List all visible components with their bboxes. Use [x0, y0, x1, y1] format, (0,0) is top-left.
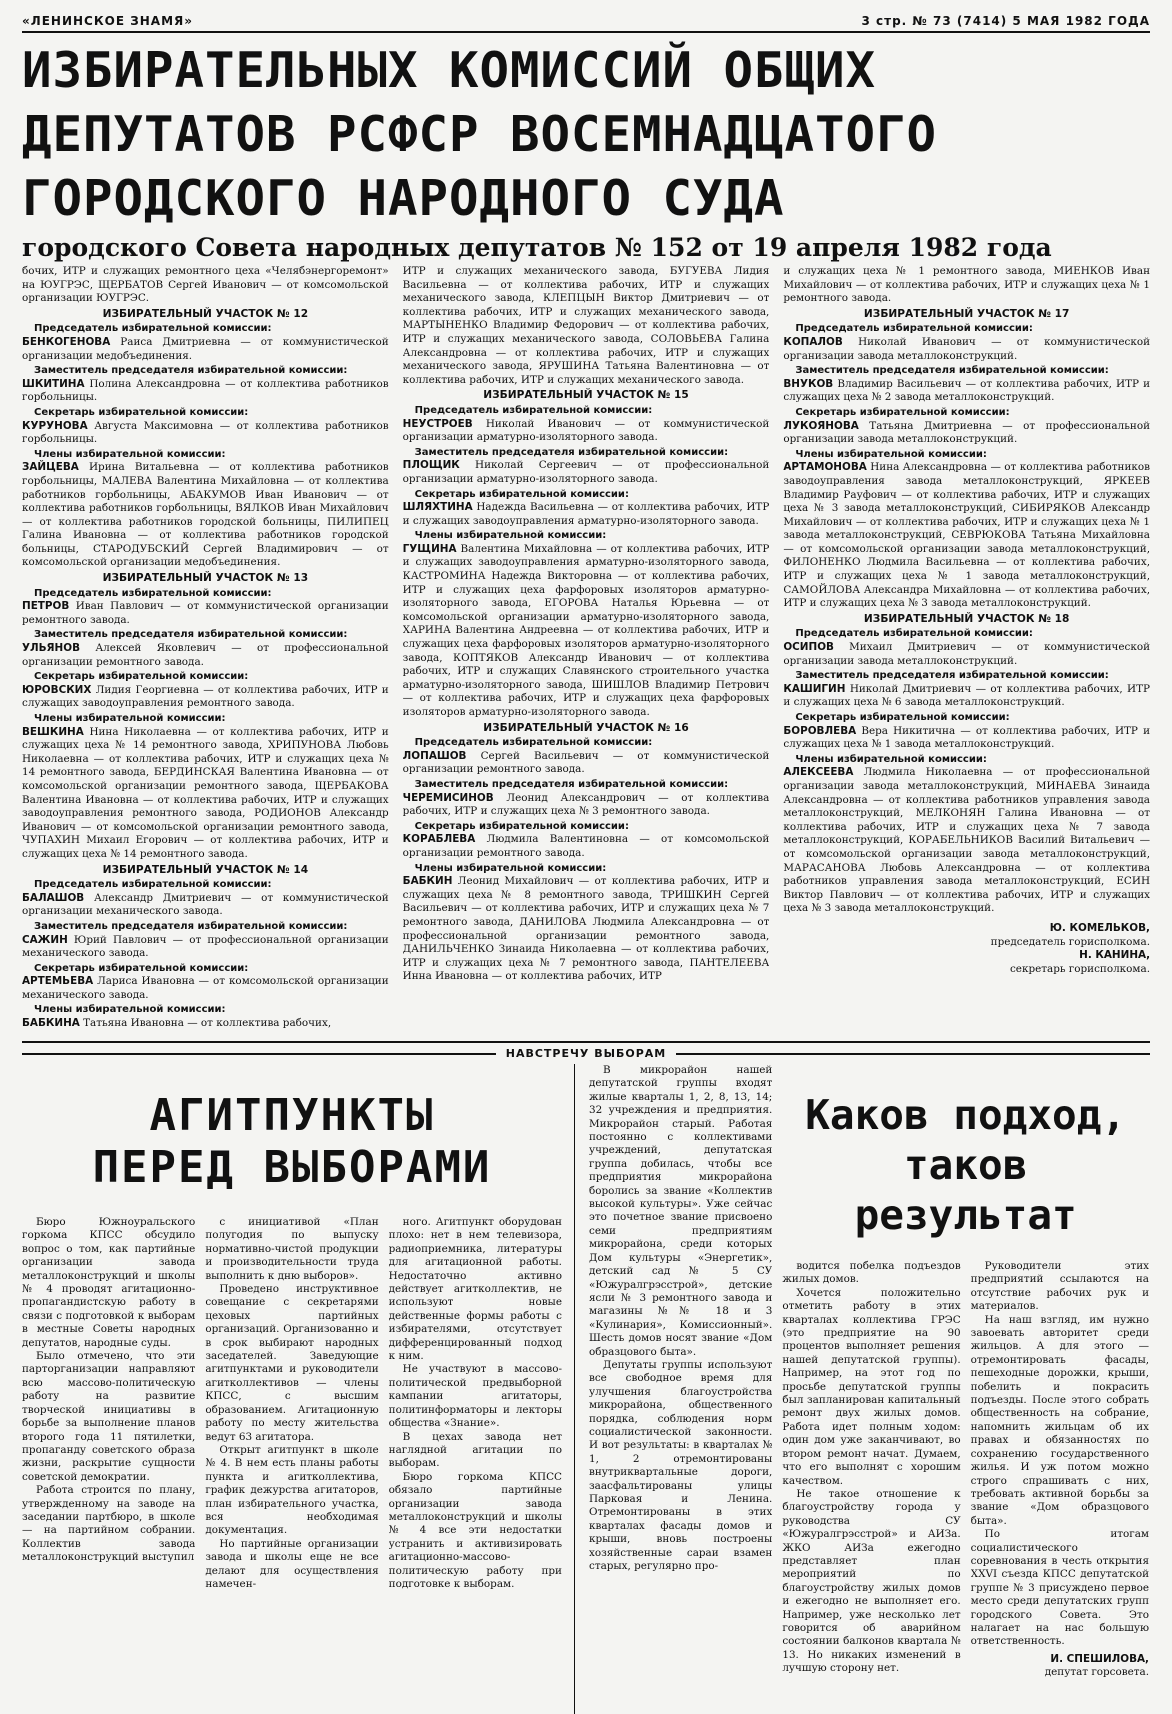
- member-entry: [403, 501, 770, 528]
- member-entry: [22, 892, 389, 919]
- member-entry: [22, 1017, 389, 1031]
- role-label: Заместитель председателя избирательной комиссии:: [34, 920, 348, 932]
- member-entry: [783, 766, 1150, 916]
- role-label: Секретарь избирательной комиссии:: [34, 406, 249, 418]
- role-label: Секретарь избирательной комиссии:: [414, 820, 629, 832]
- member-surname: ВЕШКИНА: [22, 725, 84, 738]
- paragraph: Хочется положительно отметить работу в этих кварталах коллектива ГРЭС (это предприятие на 90 процентов выполняет решения нашей депутатской группы). Например, на этот год по просьбе депутатской группы был запланирован капитальный ремонт двух жилых домов. Работа идет полным ходом: один дом уже заканчивают, во втором ремонт начат. Думаем, что его выполнят с хорошим качеством.: [782, 1286, 961, 1487]
- role-label: Председатель избирательной комиссии:: [414, 737, 653, 749]
- signer-name: Ю. КОМЕЛЬКОВ,: [1049, 921, 1150, 934]
- member-entry: [783, 641, 1150, 668]
- title-line: Каков подход,: [805, 1091, 1127, 1139]
- member-entry: [22, 684, 389, 711]
- member-details: Леонид Михайлович — от коллектива рабочих, ИТР и служащих цеха № 8 ремонтного завода, ТРИШКИН Сергей Васильевич — от коллектива рабочих, ИТР и служащих цеха № 7 ремонтного завода, ДАНИЛОВА Людмила Александровна — от профессиональной организации ремонтного завода, ДАНИЛЬЧЕНКО Зинаида Николаевна — от коллектива рабочих, ИТР и служащих цеха № 7 ремонтного завода, ПАНТЕЛЕЕВА Инна Ивановна — от коллектива рабочих, ИТР: [402, 875, 770, 983]
- member-entry: [22, 265, 389, 306]
- member-details: Валентина Михайловна — от коллектива рабочих, ИТР и служащих заводоуправления арматурно-изоляторного завода, КАСТРОМИНА Надежда Викторовна — от коллектива рабочих, ИТР и служащих цеха фарфоровых изоляторов арматурно-изоляторного завода, ЕГОРОВА Наталья Юрьевна — от комсомольской организации арматурно-изоляторного завода, ХАРИНА Валентина Андреевна — от коллектива рабочих, ИТР и служащих цеха фарфоровых изоляторов арматурно-изоляторного завода, КОПТЯКОВ Александр Иванович — от коллектива рабочих, ИТР и служащих Славянского строительного участка арматурно-изоляторного завода, ШИШЛОВ Владимир Петрович — от коллектива рабочих, ИТР и служащих цеха фарфоровых изоляторов арматурно-изоляторного завода.: [402, 542, 770, 718]
- role-label: Председатель избирательной комиссии:: [34, 323, 272, 335]
- member-surname: БАБКИНА: [22, 1017, 80, 1030]
- role-label: Секретарь избирательной комиссии:: [414, 488, 629, 500]
- precinct-heading: ИЗБИРАТЕЛЬНЫЙ УЧАСТОК № 13: [102, 572, 309, 585]
- signer-name: Н. КАНИНА,: [1079, 949, 1150, 962]
- member-surname: ЛУКОЯНОВА: [783, 419, 859, 432]
- member-details: Николай Иванович — от коммунистической организации завода металлоконструкций.: [783, 335, 1150, 362]
- masthead: [22, 14, 1150, 33]
- member-entry: [22, 378, 389, 405]
- role-label: Члены избирательной комиссии:: [795, 448, 987, 460]
- bottom-section: [22, 1064, 1150, 1714]
- headline-line: ГОРОДСКОГО НАРОДНОГО СУДА: [22, 170, 785, 227]
- role-label: Председатель избирательной комиссии:: [34, 879, 272, 891]
- member-surname: ШЛЯХТИНА: [402, 501, 473, 514]
- article-column: [205, 1216, 378, 1591]
- member-entry: [22, 934, 389, 961]
- paragraph: В микрорайон нашей депутатской группы входят жилые кварталы 1, 2, 8, 13, 14; 32 учреждения и предприятия. Микрорайон старый. Работая постоянно с коллективами учреждений, депутатская группа добилась, чтобы все предприятия микрорайона боролись за звание «Коллектив высокой культуры». Уже сейчас это почетное звание присвоено семи предприятиям микрорайона, среди которых Дом культуры «Энергетик», детский сад № 5 СУ «Южуралгрэсстрой», детские ясли № 3 ремонтного завода и магазины №№ 18 и 3 «Кулинария», Комиссионный». Шесть домов носят звание «Дом образцового быта».: [589, 1064, 773, 1358]
- role-label: Секретарь избирательной комиссии:: [795, 712, 1010, 723]
- article-signature: [971, 1653, 1149, 1680]
- member-surname: БЕНКОГЕНОВА: [22, 335, 111, 348]
- paragraph: ного. Агитпункт оборудован плохо: нет в нем телевизора, радиоприемника, литературы для агитационной работы. Недостаточно активно действует агитколлектив, не используют новые действенные формы работы с избирателями, отсутствует дифференцированный подход к ним.: [388, 1216, 562, 1363]
- member-details: Татьяна Дмитриевна — от профессиональной организации завода металлоконструкций.: [783, 419, 1150, 446]
- member-entry: [22, 642, 389, 669]
- member-details: Людмила Николаевна — от профессиональной организации завода металлоконструкций, МИНАЕВА Зинаида Александровна — от коллектива работников управления завода металлоконструкций, МЕЛКОНЯН Галина Ивановна — от коллектива рабочих, ИТР и служащих цеха № 7 завода металлоконструкций, КОРАБЕЛЬНИКОВ Василий Витальевич — от комсомольской организации завода металлоконструкций, МАРАСАНОВА Любовь Александровна — от коллектива работников управления завода металлоконструкций, ЕСИН Виктор Павлович — от коллектива рабочих, ИТР и служащих цеха № 3 завода металлоконструкций.: [783, 766, 1150, 915]
- member-surname: БАЛАШОВ: [22, 891, 85, 904]
- member-surname: АЛЕКСЕЕВА: [783, 766, 854, 779]
- member-entry: [403, 833, 770, 860]
- divider: [676, 1053, 1150, 1055]
- role-label: Секретарь избирательной комиссии:: [34, 962, 249, 974]
- role-label: Члены избирательной комиссии:: [34, 1004, 226, 1016]
- role-label: Члены избирательной комиссии:: [414, 530, 607, 542]
- role-label: Секретарь избирательной комиссии:: [34, 671, 249, 683]
- role-label: Заместитель председателя избирательной комиссии:: [34, 629, 348, 641]
- paragraph: Бюро горкома КПСС обязало партийные организации завода металлоконструкций и школы № 4 все эти недостатки устранить и активизировать агитационно-массово-политическую работу при подготовке к выборам.: [388, 1470, 562, 1590]
- role-label: Заместитель председателя избирательной комиссии:: [795, 365, 1109, 377]
- member-details: Августа Максимовна — от коллектива работников горбольницы.: [22, 419, 389, 446]
- paragraph: По итогам социалистического соревнования в честь открытия XXVI съезда КПСС депутатской группе № 3 присуждено первое место среди депутатских групп городского Совета. Это налагает на нас большую ответственность.: [970, 1528, 1149, 1648]
- member-details: Нина Николаевна — от коллектива рабочих, ИТР и служащих цеха № 14 ремонтного завода, ХРИПУНОВА Любовь Николаевна — от коллектива рабочих, ИТР и служащих цеха № 14 ремонтного завода, БЕРДИНСКАЯ Валентина Ивановна — от комсомольской организации ремонтного завода, ЩЕРБАКОВА Валентина Ивановна — от коллектива рабочих, ИТР и служащих заводоуправления ремонтного завода, РОДИОНОВ Александр Иванович — от комсомольской организации ремонтного завода, ЧУПАХИН Михаил Егорович — от коллектива рабочих, ИТР и служащих цеха № 14 ремонтного завода.: [22, 725, 389, 860]
- article-column: [589, 1064, 772, 1680]
- precinct-heading: ИЗБИРАТЕЛЬНЫЙ УЧАСТОК № 18: [863, 612, 1070, 625]
- role-label: Члены избирательной комиссии:: [795, 753, 987, 765]
- member-surname: КУРУНОВА: [22, 419, 88, 432]
- member-surname: ОСИПОВ: [783, 641, 834, 654]
- paragraph: Депутаты группы используют все свободное время для улучшения благоустройства микрорайона, общественного порядка, соблюдения норм социалистической законности. И вот результаты: в кварталах № 1, 2 отремонтированы внутриквартальные дороги, заасфальтированы улицы Парковая и Ленина. Отремонтированы в этих кварталах фасады домов и крыши, вновь построены хозяйственные сараи взамен старых, регулярно про-: [589, 1358, 773, 1573]
- member-surname: КОРАБЛЕВА: [402, 833, 476, 846]
- precinct-heading: ИЗБИРАТЕЛЬНЫЙ УЧАСТОК № 15: [483, 389, 689, 402]
- member-details: Нина Александровна — от коллектива работников заводоуправления завода металлоконструкций, ЯРКЕЕВ Владимир Рауфович — от коллектива рабочих, ИТР и служащих цеха № 3 завода металлоконструкций, СИБИРЯКОВ Александр Михайлович — от коллектива рабочих, ИТР и служащих цеха № 1 завода металлоконструкций, СЕВРЮКОВА Татьяна Михайловна — от комсомольской организации завода металлоконструкций, ФИЛОНЕНКО Людмила Васильевна — от коллектива рабочих, ИТР и служащих цеха № 1 завода металлоконструкций, САМОЙЛОВА Александра Михайловна — от коллектива рабочих, ИТР и служащих цеха № 3 завода металлоконструкций.: [783, 461, 1150, 610]
- member-surname: ЮРОВСКИХ: [22, 683, 92, 696]
- paragraph: Руководители этих предприятий ссылаются на отсутствие рабочих рук и материалов.: [970, 1260, 1149, 1313]
- member-entry: [783, 336, 1150, 363]
- precinct-heading: ИЗБИРАТЕЛЬНЫЙ УЧАСТОК № 17: [863, 307, 1070, 320]
- role-label: Председатель избирательной комиссии:: [414, 404, 653, 416]
- paragraph: Но партийные организации завода и школы еще не все делают для осуществления намечен-: [205, 1537, 379, 1590]
- member-details: Татьяна Ивановна — от коллектива рабочих,: [83, 1017, 332, 1030]
- member-entry: [22, 726, 389, 862]
- article-title: [782, 1090, 1149, 1240]
- role-label: Члены избирательной комиссии:: [34, 713, 226, 724]
- member-surname: АРТАМОНОВА: [783, 461, 867, 474]
- decree-column-3: [783, 265, 1150, 1041]
- decree-column-1: [22, 265, 389, 1041]
- paragraph: Было отмечено, что эти парторганизации направляют всю массово-политическую работу на развитие творческой инициативы в борьбе за выполнение планов второго года 11 пятилетки, пропаганду советского образа жизни, раскрытие сущности советской демократии.: [22, 1350, 196, 1483]
- rubric-label: НАВСТРЕЧУ ВЫБОРАМ: [505, 1047, 667, 1060]
- member-surname: ЛОПАШОВ: [402, 749, 467, 762]
- issue-info: 3 стр. № 73 (7414) 5 МАЯ 1982 ГОДА: [861, 14, 1150, 28]
- member-surname: АРТЕМЬЕВА: [22, 975, 94, 988]
- article-column: [782, 1260, 960, 1680]
- member-details: Николай Дмитриевич — от коллектива рабочих, ИТР и служащих цеха № 6 завода металлоконструкций.: [783, 682, 1150, 709]
- role-label: Председатель избирательной комиссии:: [795, 323, 1033, 335]
- member-entry: [22, 975, 389, 1002]
- member-details: Николай Иванович — от коммунистической организации арматурно-изоляторного завода.: [402, 417, 770, 444]
- member-details: Надежда Васильевна — от коллектива рабочих, ИТР и служащих заводоуправления арматурно-изоляторного завода.: [402, 501, 770, 527]
- decree-column-2: [403, 265, 770, 1041]
- rubric-bar: [22, 1047, 1150, 1060]
- member-entry: [22, 420, 389, 447]
- precinct-heading: ИЗБИРАТЕЛЬНЫЙ УЧАСТОК № 16: [483, 721, 689, 734]
- member-details: Ирина Витальевна — от коллектива работников горбольницы, МАЛЕВА Валентина Михайловна — от коллектива работников горбольницы, АБАКУМОВ Иван Иванович — от коллектива работников горбольницы, ВЯЛКОВ Иван Михайлович — от коллектива работников городской больницы, ПИЛИПЕЦ Галина Ивановна — от коллектива работников городской больницы, СТАРОДУБСКИЙ Сергей Владимирович — от комсомольской организации медобъединения.: [22, 461, 389, 569]
- member-surname: УЛЬЯНОВ: [22, 642, 81, 655]
- role-label: Секретарь избирательной комиссии:: [795, 406, 1010, 418]
- member-surname: БОРОВЛЕВА: [783, 724, 857, 737]
- role-label: Председатель избирательной комиссии:: [795, 628, 1033, 640]
- paragraph: Работа строится по плану, утвержденному на заводе на заседании партбюро, в школе — на партийном собрании. Коллектив завода металлоконструкций выступил: [22, 1484, 196, 1564]
- member-details: и служащих цеха № 1 ремонтного завода, МИЕНКОВ Иван Михайлович — от коллектива рабочих, ИТР и служащих цеха № 1 ремонтного завода.: [783, 265, 1150, 305]
- role-label: Члены избирательной комиссии:: [34, 448, 226, 460]
- member-entry: [783, 461, 1150, 611]
- member-details: Алексей Яковлевич — от профессиональной организации ремонтного завода.: [22, 642, 389, 668]
- decree-body: [22, 265, 1150, 1043]
- member-entry: [403, 875, 770, 984]
- title-line: АГИТПУНКТЫ: [149, 1090, 435, 1141]
- article-column: [389, 1216, 562, 1591]
- member-surname: ЧЕРЕМИСИНОВ: [402, 791, 494, 804]
- member-entry: [22, 336, 389, 363]
- member-details: ИТР и служащих механического завода, БУГУЕВА Лидия Васильевна — от коллектива рабочих, ИТР и служащих механического завода, КЛЕПЦЫН Виктор Дмитриевич — от коллектива рабочих, ИТР и служащих механического завода, МАРТЫНЕНКО Владимир Федорович — от коллектива рабочих, ИТР и служащих механического завода, СОЛОВЬЕВА Галина Александровна — от коллектива рабочих, ИТР и служащих механического завода, ЯРУШИНА Татьяна Валентиновна — от коллектива рабочих, ИТР и служащих механического завода.: [402, 265, 770, 386]
- member-entry: [403, 265, 770, 387]
- member-entry: [783, 725, 1150, 752]
- member-details: Владимир Васильевич — от коллектива рабочих, ИТР и служащих цеха № 2 завода металлоконструкций.: [783, 377, 1150, 404]
- member-surname: ПЛОЩИК: [402, 459, 460, 472]
- precinct-heading: ИЗБИРАТЕЛЬНЫЙ УЧАСТОК № 12: [102, 307, 309, 320]
- paragraph: Открыт агитпункт в школе № 4. В нем есть планы работы пункта и агитколлектива, график дежурства агитаторов, план избирательного участка, вся необходимая документация.: [205, 1443, 379, 1537]
- signer-title: председатель горисполкома.: [990, 935, 1150, 948]
- member-entry: [22, 461, 389, 570]
- member-details: Сергей Васильевич — от коммунистической организации ремонтного завода.: [402, 749, 770, 776]
- decree-column-3-content: [783, 265, 1150, 916]
- member-details: бочих, ИТР и служащих ремонтного цеха «Челябэнергоремонт» на ЮУГРЭС, ЩЕРБАТОВ Сергей Иванович — от комсомольской организации ЮУГРЭС.: [22, 265, 389, 305]
- precinct-heading: ИЗБИРАТЕЛЬНЫЙ УЧАСТОК № 14: [102, 863, 309, 876]
- member-surname: КОПАЛОВ: [783, 335, 843, 348]
- paragraph: В цехах завода нет наглядной агитации по выборам.: [388, 1430, 562, 1470]
- newspaper-name: «ЛЕНИНСКОЕ ЗНАМЯ»: [22, 14, 194, 28]
- member-details: Лариса Ивановна — от комсомольской организации механического завода.: [22, 975, 389, 1001]
- member-surname: ПЕТРОВ: [22, 600, 70, 613]
- member-details: Людмила Валентиновна — от комсомольской организации ремонтного завода.: [402, 833, 770, 859]
- decree-subheading: городского Совета народных депутатов № 152 от 19 апреля 1982 года: [22, 233, 1052, 262]
- main-headline: [22, 39, 1150, 231]
- role-label: Заместитель председателя избирательной комиссии:: [795, 670, 1109, 682]
- member-entry: [403, 543, 770, 720]
- member-entry: [783, 378, 1150, 405]
- article-agitpunkty: [22, 1064, 575, 1714]
- role-label: Заместитель председателя избирательной комиссии:: [414, 446, 729, 458]
- member-entry: [22, 600, 389, 627]
- paragraph: Не такое отношение к благоустройству города у руководства СУ «Южуралгрэсстрой» и АИЗа. ЖКО АИЗа ежегодно представляет план мероприятий по благоустройству жилых домов и ежегодно не выполняет его. Например, уже несколько лет говорится об аварийном состоянии балконов квартала № 13. Но никаких изменений в лучшую сторону нет.: [782, 1487, 961, 1675]
- title-line: таков результат: [854, 1141, 1077, 1239]
- member-details: Леонид Александрович — от коллектива рабочих, ИТР и служащих цеха № 3 ремонтного завода.: [402, 791, 770, 818]
- article-column: [971, 1260, 1149, 1680]
- author-name: И. СПЕШИЛОВА,: [1050, 1652, 1149, 1665]
- member-surname: ЗАЙЦЕВА: [22, 461, 79, 474]
- article-columns: [22, 1216, 562, 1591]
- member-details: Юрий Павлович — от профессиональной организации механического завода.: [22, 933, 389, 960]
- member-surname: КАШИГИН: [783, 682, 846, 695]
- member-entry: [783, 683, 1150, 710]
- signer-title: секретарь горисполкома.: [1009, 962, 1150, 975]
- role-label: Заместитель председателя избирательной комиссии:: [414, 778, 729, 790]
- member-details: Вера Никитична — от коллектива рабочих, ИТР и служащих цеха № 1 завода металлоконструкций.: [783, 724, 1150, 751]
- article-title: [22, 1090, 562, 1194]
- article-right-block: [782, 1064, 1149, 1680]
- member-surname: ШКИТИНА: [22, 377, 85, 390]
- paragraph: Бюро Южноуральского горкома КПСС обсудило вопрос о том, как партийные организации завода металлоконструкций и школы № 4 проводят агитационно-пропагандистскую работу в связи с подготовкой к выборам в местные Советы народных депутатов, народные суды.: [22, 1216, 196, 1349]
- divider: [22, 1053, 496, 1055]
- author-title: депутат горсовета.: [1044, 1666, 1149, 1679]
- article-columns: [589, 1064, 1149, 1680]
- member-entry: [403, 459, 770, 486]
- title-line: ПЕРЕД ВЫБОРАМИ: [92, 1142, 492, 1193]
- member-entry: [783, 265, 1150, 306]
- member-details: Николай Сергеевич — от профессиональной организации арматурно-изоляторного завода.: [402, 459, 770, 485]
- paragraph: с инициативой «План полугодия по выпуску нормативно-чистой продукции и производительности труда выполнить к дню выборов».: [205, 1216, 379, 1282]
- paragraph: Не участвуют в массово-политической предвыборной кампании агитаторы, политинформаторы и лекторы общества «Знание».: [388, 1363, 562, 1430]
- role-label: Члены избирательной комиссии:: [414, 862, 607, 874]
- article-subcolumns: [782, 1260, 1149, 1680]
- member-surname: НЕУСТРОЕВ: [402, 417, 473, 430]
- member-entry: [403, 792, 770, 819]
- member-details: Полина Александровна — от коллектива работников горбольницы.: [22, 377, 389, 404]
- role-label: Заместитель председателя избирательной комиссии:: [34, 365, 348, 377]
- member-surname: БАБКИН: [402, 875, 453, 888]
- member-entry: [783, 420, 1150, 447]
- member-surname: ВНУКОВ: [783, 377, 834, 390]
- headline-line: ДЕПУТАТОВ РСФСР ВОСЕМНАДЦАТОГО: [22, 106, 938, 163]
- member-details: Лидия Георгиевна — от коллектива рабочих, ИТР и служащих заводоуправления ремонтного завода.: [22, 683, 389, 710]
- headline-line: ИЗБИРАТЕЛЬНЫХ КОМИССИЙ ОБЩИХ: [22, 42, 877, 99]
- article-column: [22, 1216, 195, 1591]
- member-surname: САЖИН: [22, 933, 68, 946]
- paragraph: На наш взгляд, им нужно завоевать авторитет среди жильцов. А для этого — отремонтировать фасады, пешеходные дорожки, крыши, побелить и покрасить подъезды. После этого собрать общественность на собрание, напомнить жильцам об их правах и обязанностях по сохранению государственного жилья. И уж потом можно строго спрашивать с них, требовать активной борьбы за звание «Дом образцового быта».: [970, 1313, 1149, 1527]
- decree-signoff: [783, 922, 1150, 976]
- paragraph: водится побелка подъездов жилых домов.: [782, 1260, 961, 1286]
- member-entry: [403, 750, 770, 777]
- member-details: Раиса Дмитриевна — от коммунистической организации медобъединения.: [22, 335, 389, 362]
- paragraph: Проведено инструктивное совещание с секретарями цеховых партийных организаций. Организованно и в срок выбирают народных заседателей. Заведующие агитпунктами и руководители агитколлективов — члены КПСС, с высшим образованием. Агитационную работу по месту жительства ведут 63 агитатора.: [205, 1283, 379, 1443]
- role-label: Председатель избирательной комиссии:: [34, 587, 272, 599]
- member-details: Михаил Дмитриевич — от коммунистической организации завода металлоконструкций.: [783, 641, 1150, 667]
- member-surname: ГУЩИНА: [402, 542, 457, 555]
- member-entry: [403, 418, 770, 445]
- member-details: Александр Дмитриевич — от коммунистической организации механического завода.: [22, 891, 389, 918]
- article-kakov-podkhod: [589, 1064, 1149, 1714]
- member-details: Иван Павлович — от коммунистической организации ремонтного завода.: [22, 600, 389, 626]
